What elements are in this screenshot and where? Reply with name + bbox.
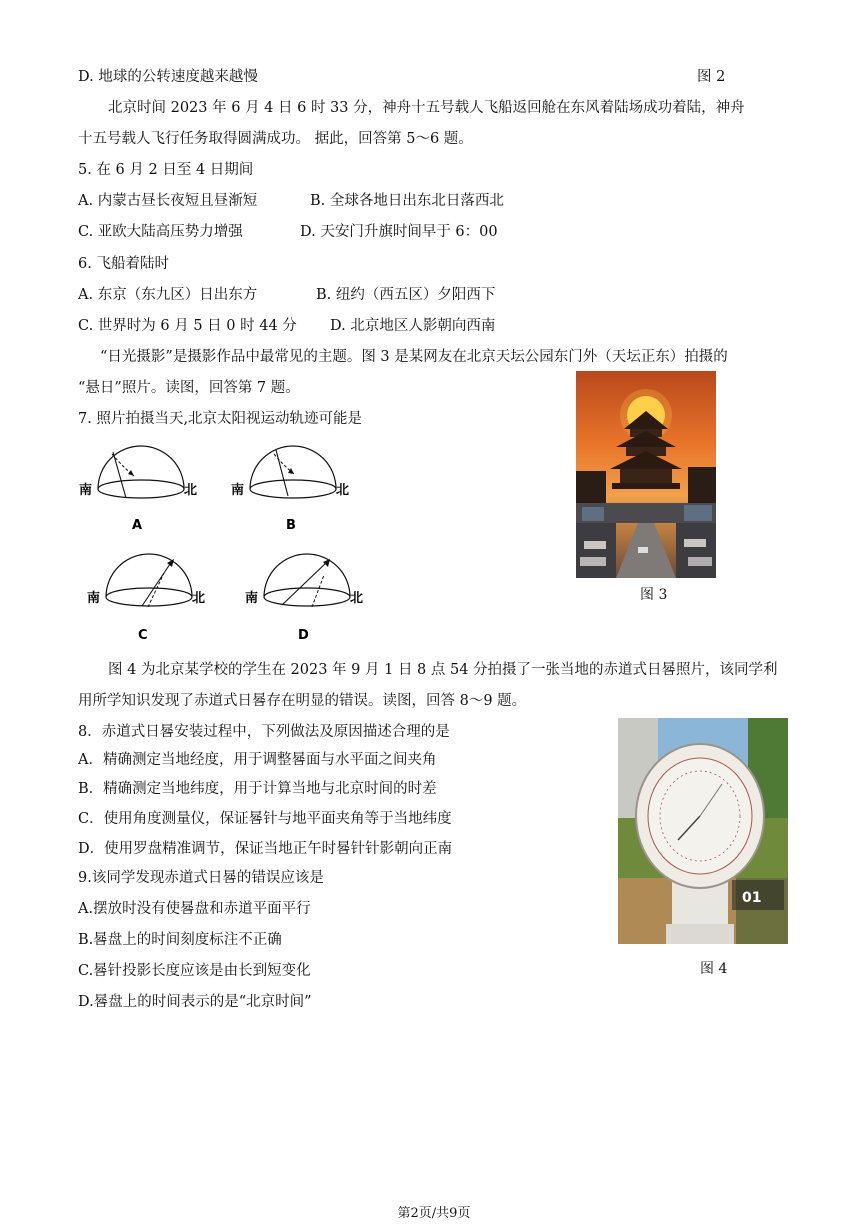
q6-option-c: C. 世界时为 6 月 5 日 0 时 44 分 [78, 318, 297, 334]
q5-option-d: D. 天安门升旗时间早于 6：00 [300, 224, 498, 240]
sun-path-diagram-b [228, 440, 358, 540]
q9-stem: 9.该同学发现赤道式日晷的错误应该是 [78, 870, 324, 886]
q8-stem: 8．赤道式日晷安装过程中，下列做法及原因描述合理的是 [78, 724, 450, 740]
diagram-a-south: 南 [79, 483, 93, 498]
fig4-label: 图 4 [700, 961, 728, 977]
q4-option-d: D. 地球的公转速度越来越慢 [78, 69, 258, 85]
diagram-d-label: D [298, 628, 309, 643]
passage2-line1: “日光摄影”是摄影作品中最常见的主题。图 3 是某网友在北京天坛公园东门外（天坛正东）拍摄的 [100, 349, 728, 365]
fig3-sunset-temple-photo [576, 371, 716, 578]
passage3-line2: 用所学知识发现了赤道式日晷存在明显的错误。读图，回答 8～9 题。 [78, 693, 527, 709]
q6-option-d: D. 北京地区人影朝向西南 [330, 318, 496, 334]
q9-option-c: C.晷针投影长度应该是由长到短变化 [78, 963, 311, 979]
diagram-b-label: B [286, 518, 296, 533]
fig4-overlay-number: 01 [742, 890, 762, 906]
q6-option-b: B. 纽约（西五区）夕阳西下 [316, 287, 496, 303]
fig3-label: 图 3 [640, 587, 668, 603]
diagram-a-label: A [132, 518, 143, 533]
q6-stem: 6. 飞船着陆时 [78, 256, 169, 272]
q5-option-b: B. 全球各地日出东北日落西北 [310, 193, 504, 209]
q5-option-c: C. 亚欧大陆高压势力增强 [78, 224, 243, 240]
q8-option-b: B．精确测定当地纬度，用于计算当地与北京时间的时差 [78, 781, 437, 797]
q9-option-b: B.晷盘上的时间刻度标注不正确 [78, 932, 282, 948]
diagram-b-south: 南 [231, 483, 245, 498]
page-footer: 第2页/共9页 [397, 1206, 471, 1221]
sun-path-diagram-c [84, 545, 214, 645]
sun-path-diagram-a [76, 440, 206, 540]
q5-stem: 5. 在 6 月 2 日至 4 日期间 [78, 162, 254, 178]
diagram-a-north: 北 [184, 483, 198, 498]
diagram-c-south: 南 [87, 591, 101, 606]
sun-path-diagram-d [242, 545, 372, 645]
diagram-d-north: 北 [350, 591, 364, 606]
diagram-c-north: 北 [192, 591, 206, 606]
q8-option-a: A．精确测定当地经度，用于调整晷面与水平面之间夹角 [78, 752, 437, 768]
q7-stem: 7. 照片拍摄当天,北京太阳视运动轨迹可能是 [78, 411, 363, 427]
q9-option-d: D.晷盘上的时间表示的是“北京时间” [78, 994, 312, 1010]
q8-option-c: C．使用角度测量仪，保证晷针与地平面夹角等于当地纬度 [78, 811, 452, 827]
q8-option-d: D．使用罗盘精准调节，保证当地正午时晷针针影朝向正南 [78, 841, 453, 857]
passage1-line2: 十五号载人飞行任务取得圆满成功。 据此，回答第 5～6 题。 [78, 131, 473, 147]
diagram-d-south: 南 [245, 591, 259, 606]
q9-option-a: A.摆放时没有使晷盘和赤道平面平行 [78, 901, 311, 917]
fig2-label: 图 2 [697, 69, 726, 85]
passage2-line2: “悬日”照片。读图，回答第 7 题。 [78, 380, 300, 396]
fig4-sundial-photo [618, 718, 788, 944]
diagram-c-label: C [138, 628, 148, 643]
passage3-line1: 图 4 为北京某学校的学生在 2023 年 9 月 1 日 8 点 54 分拍摄了一张当地的赤道式日晷照片，该同学利 [108, 662, 778, 678]
q5-option-a: A. 内蒙古昼长夜短且昼渐短 [78, 193, 258, 209]
passage1-line1: 北京时间 2023 年 6 月 4 日 6 时 33 分，神舟十五号载人飞船返回舱在东风着陆场成功着陆，神舟 [108, 100, 745, 116]
q6-option-a: A. 东京（东九区）日出东方 [78, 287, 258, 303]
diagram-b-north: 北 [336, 483, 350, 498]
